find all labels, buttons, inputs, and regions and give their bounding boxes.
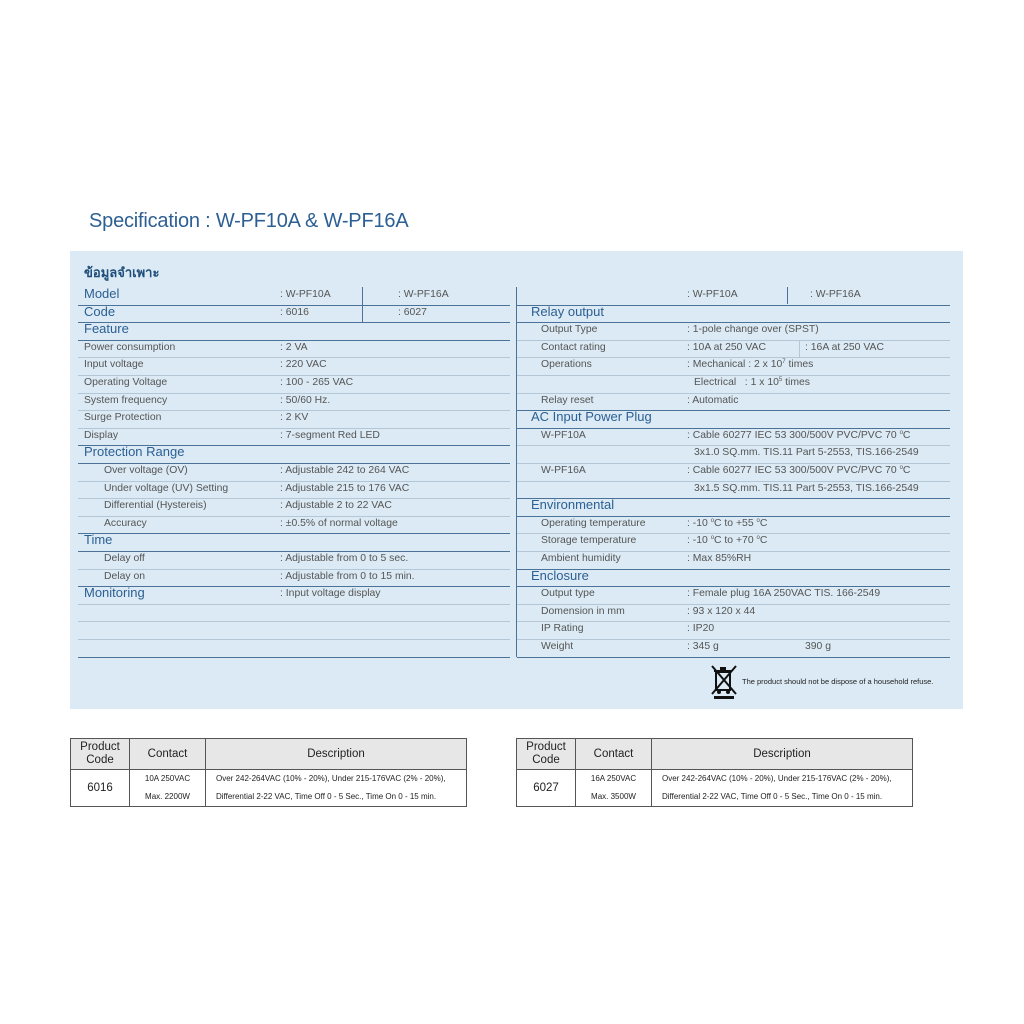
sttemp-max: C to +70 [714,535,757,547]
opvolt-value: : 100 - 265 VAC [280,377,354,388]
table-2-contact-line-1: 16A 250VAC [590,774,637,783]
delay-on-label: Delay on [104,570,146,582]
outtype-label: Output Type [541,324,598,336]
table-1-contact [130,770,206,807]
sttemp-deg-1: o [710,535,715,542]
table-2-code: 6027 [517,770,576,807]
mech-text: : Mechanical : 2 x 10 [687,359,783,371]
reset-value: : Automatic [687,394,739,406]
ov-value: : Adjustable 242 to 264 VAC [280,465,410,476]
product-table-1 [70,738,467,807]
input-value: : 220 VAC [280,359,327,371]
uv-value: : Adjustable 215 to 176 VAC [280,482,410,494]
freq-row [78,393,510,412]
time-title: Time [84,532,113,548]
plug-row [517,586,950,605]
table-2-header-contact: Contact [576,739,652,770]
weight-row [517,639,950,658]
elec-exponent: 5 [778,377,783,383]
sttemp-unit: C [759,535,768,547]
model-b: : W-PF16A [398,289,449,300]
uv-label: Under voltage (UV) Setting [104,482,229,494]
sttemp-deg-2: o [756,535,760,542]
pf16-value-2: 3x1.5 SQ.mm. TIS.11 Part 5-2553, TIS.166-2549 [694,482,919,494]
weight-a: : 345 g [687,641,719,652]
right-model-divider [787,287,788,304]
blank-row-3 [78,639,510,658]
pf10-value [687,430,910,441]
table-1-desc-line-2: Differential 2-22 VAC, Time Off 0 - 5 Sec., Time On 0 - 15 min. [216,792,437,801]
operations-row [517,357,950,376]
table-2-contact [576,770,652,807]
optemp-max: C to +55 [714,517,757,529]
mech-value [687,359,813,370]
sttemp-label: Storage temperature [541,535,637,547]
right-model-b: : W-PF16A [810,289,861,300]
model-row [78,287,510,306]
relay-title: Relay output [531,303,604,319]
freq-value: : 50/60 Hz. [280,394,331,406]
env-section [517,498,950,517]
pf10-row-2 [517,445,950,464]
code-label: Code [84,303,116,319]
model-divider [362,287,363,322]
blank-row-1 [78,604,510,623]
table-2-desc-line-2: Differential 2-22 VAC, Time Off 0 - 5 Sec., Time On 0 - 15 min. [662,792,883,801]
table-1-description [206,770,467,807]
ip-label: IP Rating [541,623,584,635]
blank-row-2 [78,621,510,640]
table-1-header-contact: Contact [130,739,206,770]
dim-label: Domension in mm [541,605,625,617]
sttemp-min: : -10 [687,535,711,547]
power-label: Power consumption [84,341,176,353]
diff-row [78,498,510,517]
outtype-row [517,322,950,341]
dim-value: : 93 x 120 x 44 [687,605,756,617]
enclosure-title: Enclosure [531,567,589,583]
code-row [78,305,510,324]
contact-divider [799,340,800,357]
code-a: : 6016 [280,306,309,318]
pf10-degree: o [899,429,903,436]
pf16-value [687,465,910,476]
ip-row [517,621,950,640]
ov-row [78,463,510,482]
diff-label: Differential (Hystereis) [104,500,207,512]
surge-row [78,410,510,429]
table-1-header-description: Description [206,739,467,770]
dim-row [517,604,950,623]
mech-unit: times [785,359,814,371]
delay-off-label: Delay off [104,553,145,564]
accuracy-row [78,516,510,535]
monitoring-row [78,586,510,605]
reset-label: Relay reset [541,394,594,406]
protection-section [78,445,510,464]
power-row [78,340,510,359]
opvolt-row [78,375,510,394]
right-model-a: : W-PF10A [687,289,738,300]
table-2-header-code: Product Code [517,739,576,770]
table-1-header-code: Product Code [71,739,130,770]
optemp-deg-1: o [710,517,715,524]
outtype-value: : 1-pole change over (SPST) [687,324,819,336]
accuracy-value: : ±0.5% of normal voltage [280,517,398,529]
table-1-contact-line-1: 10A 250VAC [144,774,191,783]
power-value: : 2 VA [280,341,308,353]
optemp-min: : -10 [687,517,711,529]
table-1-contact-line-2: Max. 2200W [145,792,190,801]
table-1-code: 6016 [71,770,130,807]
product-table-2 [516,738,913,807]
pf16-label: W-PF16A [541,465,586,476]
optemp-value [687,518,767,529]
opvolt-label: Operating Voltage [84,377,168,388]
time-section [78,533,510,552]
humid-value: : Max 85%RH [687,553,752,564]
acplug-title: AC Input Power Plug [531,409,652,425]
weee-note: The product should not be dispose of a household refuse. [742,677,934,686]
pf10-row [517,428,950,447]
table-2-header-description: Description [652,739,913,770]
feature-title: Feature [84,321,129,337]
pf10-value-2: 3x1.0 SQ.mm. TIS.11 Part 5-2553, TIS.166-2549 [694,447,919,459]
freq-label: System frequency [84,394,168,406]
plug-label: Output type [541,588,595,600]
code-b: : 6027 [398,306,427,318]
pf10-celsius: C [902,429,911,441]
page-title: Specification : W-PF10A & W-PF16A [89,210,409,232]
sttemp-row [517,533,950,552]
contact-a: : 10A at 250 VAC [687,341,766,353]
ip-value: : IP20 [687,623,715,635]
input-row [78,357,510,376]
humid-label: Ambient humidity [541,553,621,564]
protection-title: Protection Range [84,444,185,460]
table-2-desc-line-1: Over 242-264VAC (10% - 20%), Under 215-176VAC (2% - 20%), [662,774,892,783]
pf16-celsius: C [902,465,911,476]
input-label: Input voltage [84,359,144,371]
pf10-label: W-PF10A [541,429,586,441]
feature-section [78,322,510,341]
surge-value: : 2 KV [280,412,309,424]
elec-text: Electrical : 1 x 10 [694,377,779,388]
surge-label: Surge Protection [84,412,162,424]
plug-value: : Female plug 16A 250VAC TIS. 166-2549 [687,588,881,600]
mech-exponent: 7 [782,359,786,366]
optemp-unit: C [759,517,768,529]
delay-off-row [78,551,510,570]
table-2-description [652,770,913,807]
monitoring-value: : Input voltage display [280,588,381,600]
sttemp-value [687,535,767,546]
env-title: Environmental [531,497,615,513]
delay-off-value: : Adjustable from 0 to 5 sec. [280,553,409,564]
elec-value [694,377,810,388]
spec-left-column [78,287,510,657]
spec-right-column [517,287,950,657]
monitoring-title: Monitoring [84,585,145,601]
pf10-text: : Cable 60277 IEC 53 300/500V PVC/PVC 70 [687,429,900,441]
pf16-row [517,463,950,482]
display-label: Display [84,429,119,441]
contact-b: : 16A at 250 VAC [805,341,884,353]
table-2-contact-line-2: Max. 3500W [591,792,636,801]
optemp-row [517,516,950,535]
pf16-text: : Cable 60277 IEC 53 300/500V PVC/PVC 70 [687,465,900,476]
acplug-section [517,410,950,429]
model-a: : W-PF10A [280,289,331,300]
ov-label: Over voltage (OV) [104,465,188,476]
accuracy-label: Accuracy [104,517,147,529]
uv-row [78,481,510,500]
delay-on-value: : Adjustable from 0 to 15 min. [280,570,415,582]
weight-b: 390 g [805,641,832,652]
display-value: : 7-segment Red LED [280,429,380,441]
relay-section [517,305,950,324]
pf16-degree: o [899,465,903,471]
diff-value: : Adjustable 2 to 22 VAC [280,500,392,512]
contact-row [517,340,950,359]
weee-bin-icon [710,664,738,700]
spec-heading-thai: ข้อมูลจำเพาะ [84,266,160,281]
weight-label: Weight [541,641,574,652]
optemp-deg-2: o [756,517,760,524]
optemp-label: Operating temperature [541,517,646,529]
model-label: Model [84,286,120,301]
enclosure-section [517,569,950,588]
electrical-row [517,375,950,394]
table-1-desc-line-1: Over 242-264VAC (10% - 20%), Under 215-176VAC (2% - 20%), [216,774,446,783]
elec-unit: times [782,377,810,388]
contact-label: Contact rating [541,341,606,353]
operations-label: Operations [541,359,592,371]
